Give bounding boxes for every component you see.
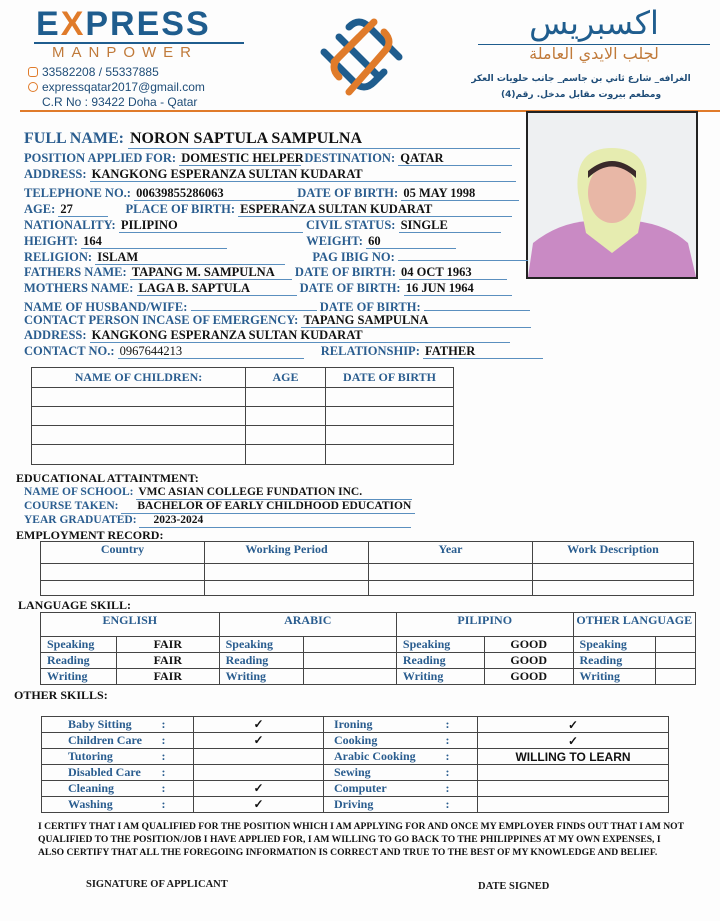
skill-colon: : [446,717,478,733]
skills-row [42,749,669,765]
skills-row [42,765,669,781]
emergency-contact-field[interactable]: TAPANG SAMPULNA [301,313,531,328]
mother-dob-field[interactable]: 16 JUN 1964 [404,281,512,296]
employment-header-description: Work Description [533,542,694,564]
religion-row: RELIGION: ISLAM PAG IBIG NO: [24,250,528,265]
company-logo-subtitle: MANPOWER [52,44,198,61]
skill-check-left[interactable] [194,765,324,781]
pilipino-writing[interactable]: GOOD [484,669,573,685]
company-logo-arabic-subtitle: لجلب الايدي العاملة [529,44,659,63]
language-header-english: ENGLISH [41,613,220,637]
telephone-field[interactable]: 00639855286063 [134,186,294,201]
arabic-speaking[interactable] [303,637,396,653]
skill-name-left: Disabled Care [42,765,162,781]
child-name-cell[interactable] [32,445,246,465]
skill-name-left: Baby Sitting [42,717,162,733]
relationship-field[interactable]: FATHER [423,344,543,359]
emergency-row: CONTACT PERSON INCASE OF EMERGENCY: TAPANG SAMPULNA [24,313,531,328]
company-cr: C.R No : 93422 Doha - Qatar [42,95,198,109]
skill-check-right[interactable] [478,781,669,797]
course-row: COURSE TAKEN: BACHELOR OF EARLY CHILDHOOD EDUCATION [24,500,415,514]
company-address-arabic-2: ومطعم بيروت مقابل مدخل. رقم(4) [500,90,662,100]
address-field[interactable]: KANGKONG ESPERANZA SULTAN KUDARAT [90,167,516,182]
pagibig-field[interactable] [398,260,528,261]
year-row: YEAR GRADUATED: 2023-2024 [24,514,411,528]
skill-colon: : [162,797,194,813]
position-field[interactable]: DOMESTIC HELPER [181,151,304,165]
language-header-other: OTHER LANGUAGE [573,613,695,637]
employment-row [41,581,694,596]
skill-name-right: Sewing [324,765,446,781]
skill-check-right[interactable]: WILLING TO LEARN [478,749,669,765]
certification-statement: I CERTIFY THAT I AM QUALIFIED FOR THE POSITION WHICH I AM APPLYING FOR AND ONCE MY EMPLOYER FINDS OUT THAT I AM NOT QUALIFIED TO THE POSITION/JOB I HAVE APPLIED FOR, I AM WILLING TO GO BACK TO THE PHILIPPINES AT MY OWN EXPENSES, I ALSO CERTIFY THAT ALL THE FOREGOING INFORMATION IS CORRECT AND TRUE TO THE BEST OF MY KNOWLEDGE AND BELIEF. [38,821,684,858]
skill-colon: : [162,781,194,797]
employment-cell[interactable] [205,581,369,596]
skill-name-left: Children Care [42,733,162,749]
religion-field[interactable]: ISLAM [95,250,285,265]
full-name-row: FULL NAME: NORON SAPTULA SAMPULNA [24,130,520,149]
child-name-cell[interactable] [32,407,246,426]
mother-name-field[interactable]: LAGA B. SAPTULA [137,281,297,296]
skill-name-left: Washing [42,797,162,813]
skill-colon: : [162,733,194,749]
pob-field[interactable]: ESPERANZA SULTAN KUDARAT [238,202,512,217]
english-reading[interactable]: FAIR [117,653,220,669]
skill-check-left[interactable]: ✓ [194,733,324,749]
child-age-cell[interactable] [246,445,326,465]
arabic-writing[interactable] [303,669,396,685]
children-header-age: AGE [246,368,326,388]
child-dob-cell[interactable] [326,445,454,465]
emergency-address-field[interactable]: KANGKONG ESPERANZA SULTAN KUDARAT [90,328,510,343]
position-row: POSITION APPLIED FOR: DOMESTIC HELPER DESTINATION: QATAR [24,151,512,166]
skill-colon: : [162,765,194,781]
children-header-name: NAME OF CHILDREN: [32,368,246,388]
children-row [32,445,454,465]
children-table [31,367,454,465]
employment-cell[interactable] [41,564,205,581]
employment-header-country: Country [41,542,205,564]
skill-check-right[interactable] [478,797,669,813]
skill-colon: : [162,717,194,733]
skill-check-left[interactable]: ✓ [194,717,324,733]
address-row: ADDRESS: KANGKONG ESPERANZA SULTAN KUDARAT [24,167,516,182]
skills-row [42,717,669,733]
child-age-cell[interactable] [246,407,326,426]
height-field[interactable]: 164 [81,234,227,249]
employment-cell[interactable] [533,564,694,581]
child-name-cell[interactable] [32,426,246,445]
father-row: FATHERS NAME: TAPANG M. SAMPULNA DATE OF BIRTH: 04 OCT 1963 [24,265,507,280]
phone-icon [28,67,38,77]
skill-name-right: Ironing [324,717,446,733]
civil-status-field[interactable]: SINGLE [399,218,501,233]
telephone-row: TELEPHONE NO.: 00639855286063 DATE OF BIRTH: 05 MAY 1998 [24,186,519,201]
employment-cell[interactable] [369,581,533,596]
nationality-field[interactable]: PILIPINO [119,218,303,233]
children-row [32,388,454,407]
skill-colon: : [446,797,478,813]
child-age-cell[interactable] [246,388,326,407]
language-title: LANGUAGE SKILL: [18,598,132,612]
dob-field[interactable]: 05 MAY 1998 [401,186,519,201]
employment-row [41,564,694,581]
mother-row: MOTHERS NAME: LAGA B. SAPTULA DATE OF BIRTH: 16 JUN 1964 [24,281,512,296]
skill-check-left[interactable] [194,749,324,765]
employment-table [40,541,694,596]
school-row: NAME OF SCHOOL: VMC ASIAN COLLEGE FUNDATION INC. [24,486,412,500]
course-field[interactable]: BACHELOR OF EARLY CHILDHOOD EDUCATION [121,500,415,514]
children-row [32,407,454,426]
company-logo-english: EXPRESS [36,5,211,43]
language-row-reading: Reading FAIR Reading Reading GOOD Reading [41,653,696,669]
children-header-dob: DATE OF BIRTH [326,368,454,388]
language-header-arabic: ARABIC [219,613,396,637]
employment-title: EMPLOYMENT RECORD: [16,528,164,542]
contact-row: CONTACT NO.: 0967644213 RELATIONSHIP: FATHER [24,344,543,359]
email-icon [28,82,38,92]
company-phone: 33582208 / 55337885 [28,65,159,79]
employment-cell[interactable] [41,581,205,596]
english-writing[interactable]: FAIR [117,669,220,685]
age-field[interactable]: 27 [58,202,108,217]
age-row: AGE: 27 PLACE OF BIRTH: ESPERANZA SULTAN KUDARAT [24,202,512,217]
skill-colon: : [446,765,478,781]
skill-name-left: Cleaning [42,781,162,797]
destination-field[interactable]: QATAR [398,151,512,166]
spouse-name-field[interactable] [191,297,317,311]
child-dob-cell[interactable] [326,407,454,426]
skill-check-right[interactable]: ✓ [478,733,669,749]
english-speaking[interactable]: FAIR [117,637,220,653]
arabic-reading[interactable] [303,653,396,669]
height-row: HEIGHT: 164 WEIGHT: 60 [24,234,456,249]
child-age-cell[interactable] [246,426,326,445]
other-reading[interactable] [655,653,695,669]
skill-check-left[interactable]: ✓ [194,781,324,797]
skill-name-right: Computer [324,781,446,797]
skills-row [42,781,669,797]
children-row [32,426,454,445]
employment-cell[interactable] [369,564,533,581]
skill-check-left[interactable]: ✓ [194,797,324,813]
child-name-cell[interactable] [32,388,246,407]
contact-number-field[interactable]: 0967644213 [118,344,304,359]
skills-title: OTHER SKILLS: [14,688,108,702]
skill-name-right: Cooking [324,733,446,749]
father-dob-field[interactable]: 04 OCT 1963 [399,265,507,280]
language-row-writing: Writing FAIR Writing Writing GOOD Writing [41,669,696,685]
date-signed-label: DATE SIGNED [478,881,550,892]
signature-applicant-label: SIGNATURE OF APPLICANT [86,879,228,890]
company-email: expressqatar2017@gmail.com [28,80,205,94]
skills-row [42,797,669,813]
company-logo-arabic: اكسبريس [529,4,659,42]
language-row-speaking: Speaking FAIR Speaking Speaking GOOD Speaking [41,637,696,653]
child-dob-cell[interactable] [326,388,454,407]
skill-check-right[interactable]: ✓ [478,717,669,733]
skill-name-left: Tutoring [42,749,162,765]
employment-header-year: Year [369,542,533,564]
year-graduated-field[interactable]: 2023-2024 [139,514,411,528]
skill-colon: : [446,781,478,797]
emergency-address-row: ADDRESS: KANGKONG ESPERANZA SULTAN KUDARAT [24,328,510,343]
skill-name-right: Arabic Cooking [324,749,446,765]
education-title: EDUCATIONAL ATTAINTMENT: [16,471,199,485]
skill-check-right[interactable] [478,765,669,781]
language-header-pilipino: PILIPINO [396,613,573,637]
pilipino-reading[interactable]: GOOD [484,653,573,669]
nationality-row: NATIONALITY: PILIPINO CIVIL STATUS: SINGLE [24,218,501,233]
company-knot-logo-icon [314,12,408,102]
pilipino-speaking[interactable]: GOOD [484,637,573,653]
full-name-field[interactable]: NORON SAPTULA SAMPULNA [128,130,520,149]
other-writing[interactable] [655,669,695,685]
weight-field[interactable]: 60 [366,234,456,249]
school-field[interactable]: VMC ASIAN COLLEGE FUNDATION INC. [136,486,412,500]
skill-colon: : [446,749,478,765]
applicant-photo [526,111,698,279]
spouse-row: NAME OF HUSBAND/WIFE: DATE OF BIRTH: [24,297,530,314]
employment-cell[interactable] [533,581,694,596]
other-speaking[interactable] [655,637,695,653]
spouse-dob-field[interactable] [424,297,530,311]
child-dob-cell[interactable] [326,426,454,445]
language-table [40,612,696,685]
skill-colon: : [162,749,194,765]
employment-cell[interactable] [205,564,369,581]
skill-name-right: Driving [324,797,446,813]
employment-header-period: Working Period [205,542,369,564]
applicant-portrait-icon [528,113,696,277]
skills-table [41,716,669,813]
company-address-arabic-1: الغرافه_ شارع ثاني بن جاسم_ جانب حلويات العكر [471,74,691,84]
skill-colon: : [446,733,478,749]
father-name-field[interactable]: TAPANG M. SAMPULNA [130,265,292,280]
skills-row [42,733,669,749]
